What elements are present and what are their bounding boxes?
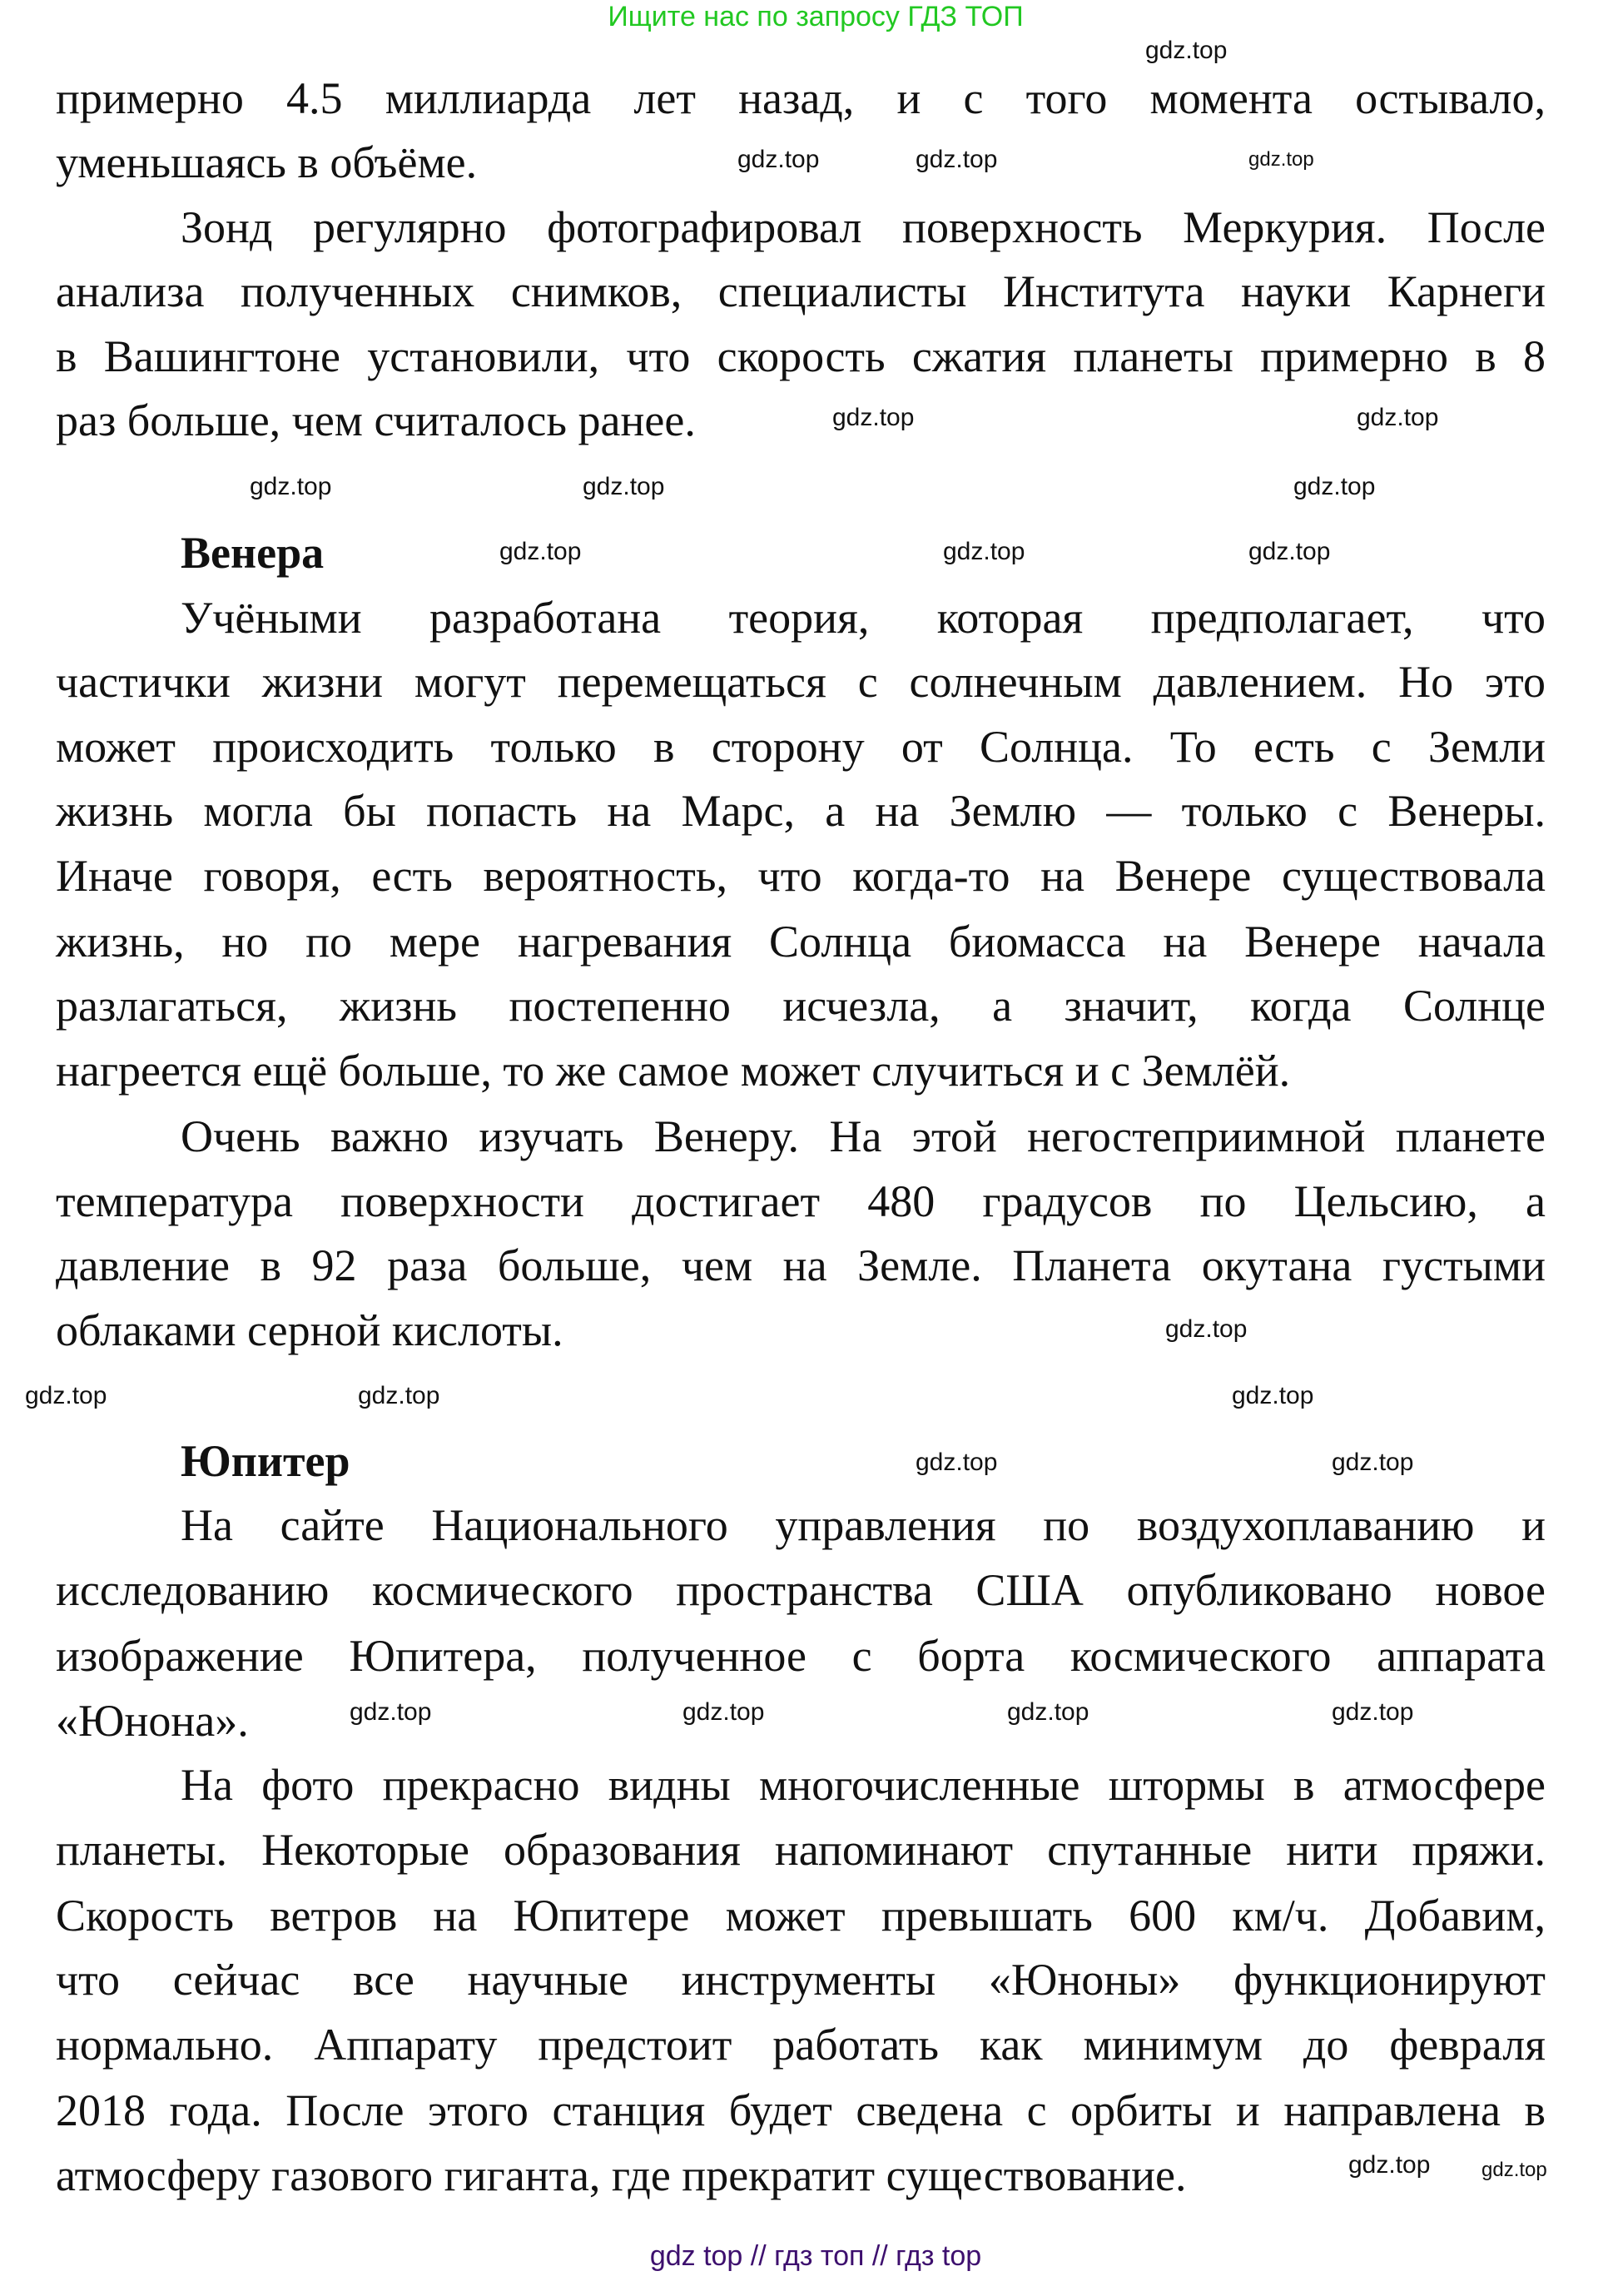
text-line: Очень важно изучать Венеру. На этой негостеприимной планете [181, 1111, 1546, 1162]
watermark: gdz.top [943, 538, 1025, 565]
text-line: облаками серной кислоты. [56, 1305, 563, 1355]
watermark: gdz.top [916, 1449, 998, 1476]
watermark: gdz.top [682, 1698, 765, 1726]
text-line: частички жизни могут перемещаться с солнечным давлением. Но это [56, 657, 1546, 708]
text-line: в Вашингтоне установили, что скорость сжатия планеты примерно в 8 [56, 330, 1546, 381]
text-line: примерно 4.5 миллиарда лет назад, и с того момента остывало, [56, 72, 1546, 123]
text-line: На фото прекрасно видны многочисленные штормы в атмосфере [181, 1760, 1546, 1811]
watermark: gdz.top [499, 538, 582, 565]
watermark: gdz.top [1145, 37, 1228, 64]
footer-text: gdz top // гдз топ // гдз top [649, 2240, 982, 2272]
watermark: gdz.top [737, 146, 820, 173]
search-banner: Ищите нас по запросу ГДЗ ТОП [608, 1, 1024, 32]
watermark: gdz.top [832, 404, 915, 431]
text-line: Учёными разработана теория, которая предполагает, что [181, 592, 1546, 643]
watermark: gdz.top [250, 473, 332, 500]
watermark: gdz.top [350, 1698, 432, 1726]
text-line: давление в 92 раза больше, чем на Земле. Планета окутана густыми [56, 1240, 1546, 1291]
watermark: gdz.top [1332, 1449, 1414, 1476]
text-line: атмосферу газового гиганта, где прекратит существование. [56, 2149, 1187, 2200]
text-line: температура поверхности достигает 480 градусов по Цельсию, а [56, 1175, 1546, 1226]
text-line: изображение Юпитера, полученное с борта космического аппарата [56, 1631, 1546, 1682]
watermark: gdz.top [1332, 1698, 1414, 1726]
watermark: gdz.top [25, 1382, 107, 1409]
watermark: gdz.top [1357, 404, 1439, 431]
text-line: раз больше, чем считалось ранее. [56, 395, 696, 446]
text-line: может происходить только в сторону от Солнца. То есть с Земли [56, 721, 1546, 772]
text-line: На сайте Национального управления по воздухоплаванию и [181, 1500, 1546, 1551]
section-heading: Юпитер [181, 1435, 350, 1486]
text-line: жизнь могла бы попасть на Марс, а на Землю — только с Венеры. [56, 786, 1546, 837]
watermark: gdz.top [1007, 1698, 1089, 1726]
text-line: нагреется ещё больше, то же самое может случиться и с Землёй. [56, 1046, 1291, 1096]
text-line: жизнь, но по мере нагревания Солнца биомасса на Венере начала [56, 916, 1546, 967]
watermark: gdz.top [916, 146, 998, 173]
text-line: 2018 года. После этого станция будет сведена с орбиты и направлена в [56, 2085, 1546, 2136]
watermark: gdz.top [1165, 1315, 1248, 1343]
footer [0, 2240, 1613, 2296]
text-line: планеты. Некоторые образования напоминают спутанные нити пряжи. [56, 1824, 1546, 1875]
watermark: gdz.top [1481, 2159, 1547, 2181]
text-line: «Юнона». [56, 1695, 249, 1746]
watermark: gdz.top [1293, 473, 1376, 500]
text-line: исследованию космического пространства США опубликовано новое [56, 1564, 1546, 1615]
watermark: gdz.top [358, 1382, 440, 1409]
text-line: уменьшаясь в объёме. [56, 137, 478, 188]
text-line: что сейчас все научные инструменты «Юноны» функционируют [56, 1955, 1546, 2005]
watermark: gdz.top [1248, 148, 1314, 171]
text-line: разлагаться, жизнь постепенно исчезла, а значит, когда Солнце [56, 981, 1546, 1031]
text-line: Иначе говоря, есть вероятность, что когда-то на Венере существовала [56, 850, 1546, 901]
watermark: gdz.top [1248, 538, 1331, 565]
watermark: gdz.top [1348, 2151, 1431, 2179]
section-heading: Венера [181, 528, 325, 579]
text-line: Скорость ветров на Юпитере может превышать 600 км/ч. Добавим, [56, 1890, 1546, 1941]
text-line: нормально. Аппарату предстоит работать как минимум до февраля [56, 2019, 1546, 2070]
watermark: gdz.top [583, 473, 665, 500]
watermark: gdz.top [1232, 1382, 1314, 1409]
text-line: Зонд регулярно фотографировал поверхность Меркурия. После [181, 201, 1546, 252]
text-line: анализа полученных снимков, специалисты Института науки Карнеги [56, 266, 1546, 317]
